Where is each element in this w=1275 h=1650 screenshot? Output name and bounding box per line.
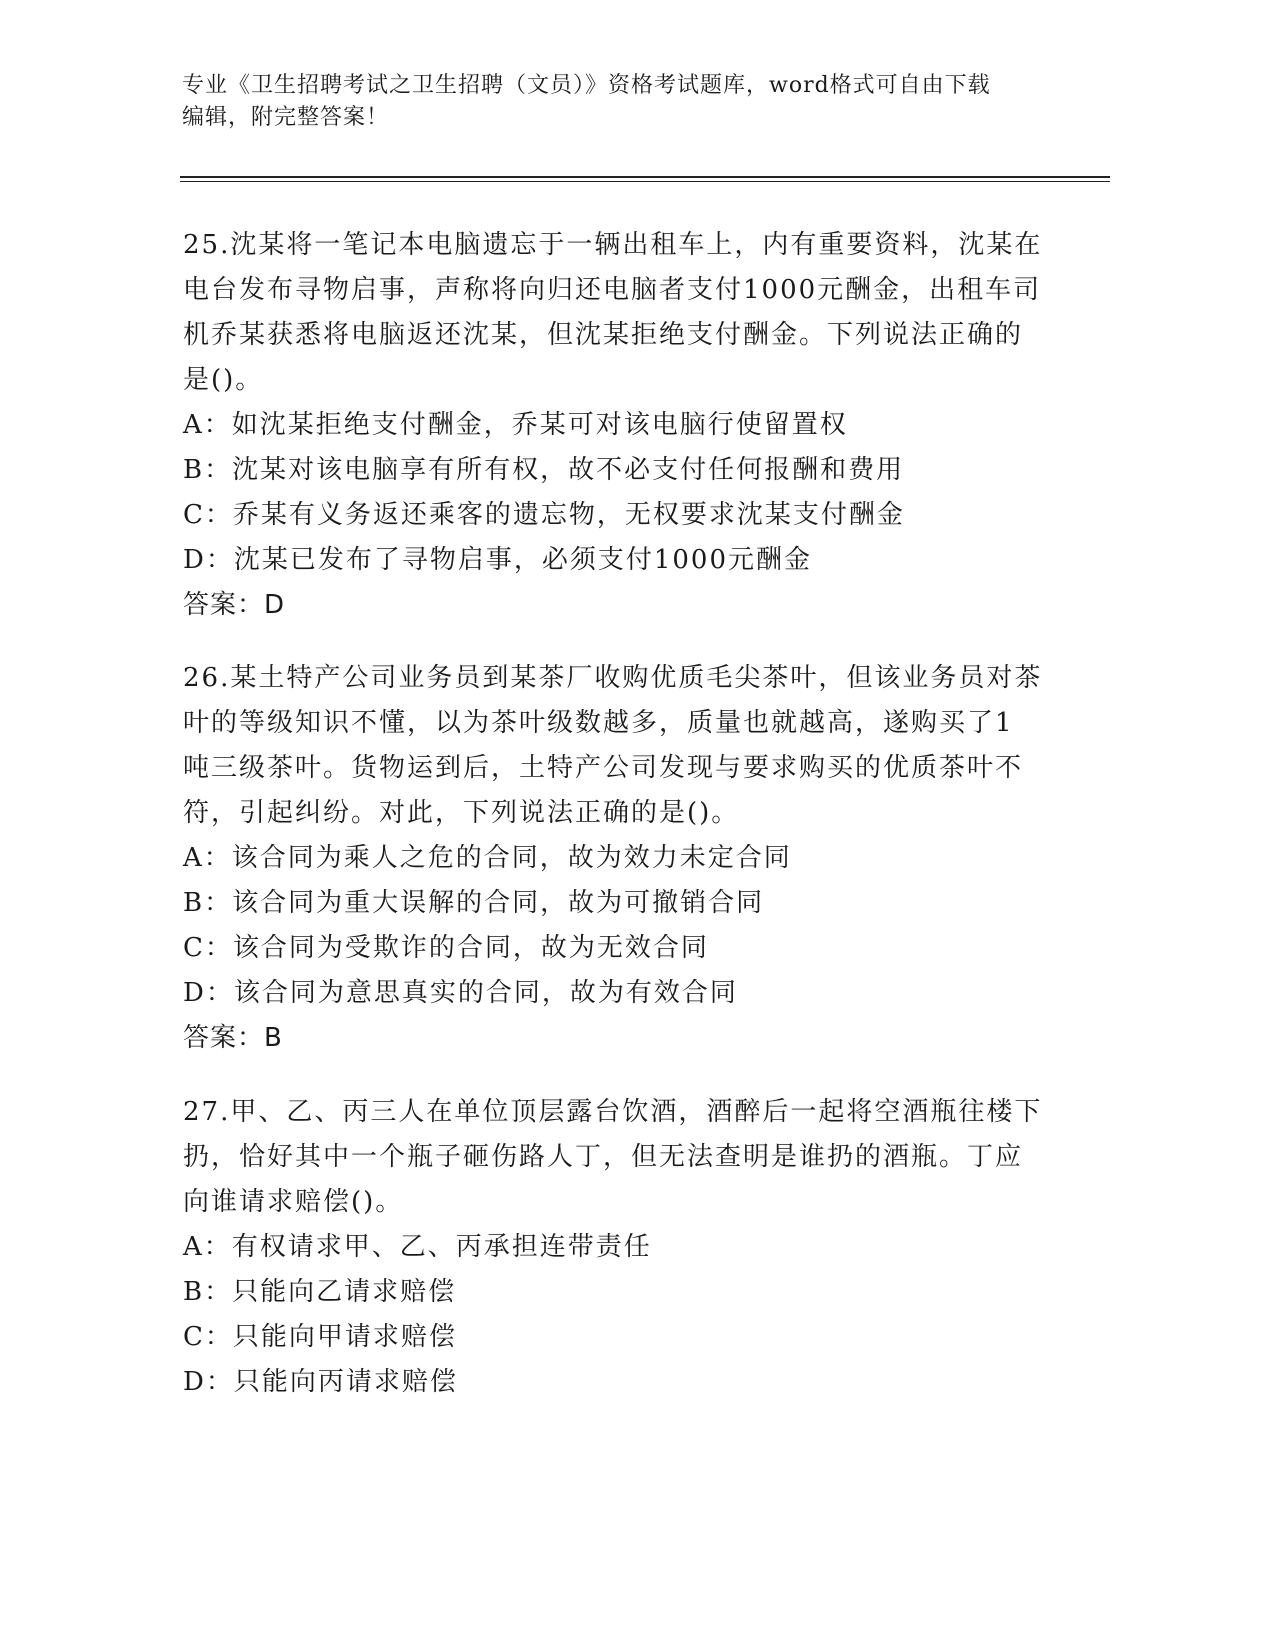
question-stem-line: 25.沈某将一笔记本电脑遗忘于一辆出租车上，内有重要资料，沈某在: [183, 230, 1043, 260]
header-divider-thin: [180, 181, 1110, 182]
document-header: [182, 70, 1062, 134]
option-d: D：该合同为意思真实的合同，故为有效合同: [183, 978, 738, 1008]
question-26: [183, 656, 1063, 1061]
question-stem-line: 电台发布寻物启事，声称将向归还电脑者支付1000元酬金，出租车司: [183, 275, 1042, 305]
option-b: B：沈某对该电脑享有所有权，故不必支付任何报酬和费用: [183, 455, 905, 485]
question-stem-line: 是()。: [183, 365, 264, 395]
question-27: [183, 1090, 1063, 1405]
answer-label: 答案：D: [183, 590, 286, 620]
header-line-2: 编辑，附完整答案！: [182, 105, 390, 130]
question-stem-line: 吨三级茶叶。货物运到后，土特产公司发现与要求购买的优质茶叶不: [183, 753, 1024, 783]
option-b: B：该合同为重大误解的合同，故为可撤销合同: [183, 888, 765, 918]
option-c: C：乔某有义务返还乘客的遗忘物，无权要求沈某支付酬金: [183, 500, 905, 530]
option-b: B：只能向乙请求赔偿: [183, 1277, 457, 1307]
question-stem-line: 叶的等级知识不懂，以为茶叶级数越多，质量也就越高，遂购买了1: [183, 708, 1014, 738]
option-a: A：该合同为乘人之危的合同，故为效力未定合同: [183, 843, 792, 873]
option-d: D：沈某已发布了寻物启事，必须支付1000元酬金: [183, 545, 813, 575]
header-line-1: 专业《卫生招聘考试之卫生招聘（文员）》资格考试题库，word格式可自由下载: [182, 73, 991, 98]
option-a: A：如沈某拒绝支付酬金，乔某可对该电脑行使留置权: [183, 410, 848, 440]
option-d: D：只能向丙请求赔偿: [183, 1367, 458, 1397]
question-25: [183, 223, 1063, 628]
question-stem-line: 26.某土特产公司业务员到某茶厂收购优质毛尖茶叶，但该业务员对茶: [183, 663, 1043, 693]
question-stem-line: 向谁请求赔偿()。: [183, 1187, 404, 1217]
question-stem-line: 27.甲、乙、丙三人在单位顶层露台饮酒，酒醉后一起将空酒瓶往楼下: [183, 1097, 1043, 1127]
question-stem-line: 机乔某获悉将电脑返还沈某，但沈某拒绝支付酬金。下列说法正确的: [183, 320, 1024, 350]
header-divider-thick: [180, 176, 1110, 178]
question-stem-line: 符，引起纠纷。对此，下列说法正确的是()。: [183, 798, 740, 828]
option-a: A：有权请求甲、乙、丙承担连带责任: [183, 1232, 652, 1262]
answer-label: 答案：B: [183, 1023, 283, 1053]
question-stem-line: 扔，恰好其中一个瓶子砸伤路人丁，但无法查明是谁扔的酒瓶。丁应: [183, 1142, 1024, 1172]
option-c: C：该合同为受欺诈的合同，故为无效合同: [183, 933, 709, 963]
option-c: C：只能向甲请求赔偿: [183, 1322, 457, 1352]
